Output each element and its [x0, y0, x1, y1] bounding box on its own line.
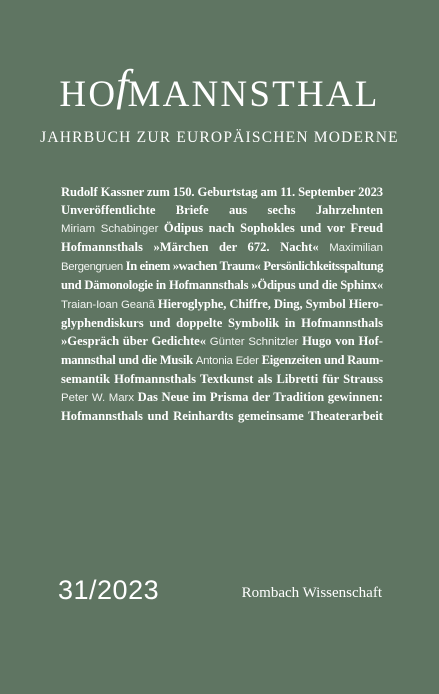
- contributor-name: Günter Schnitzler: [209, 335, 303, 348]
- article-title: und Dämonologie in Hofmannsthals »Ödipus und die Sphinx«: [61, 278, 384, 293]
- article-title: Hofmannsthals und Reinhardts gemeinsame Theaterarbeit: [61, 409, 383, 424]
- journal-title: [0, 61, 439, 117]
- contents-line: [61, 370, 383, 388]
- contents-line: [61, 332, 383, 351]
- article-title: mannsthal und die Musik: [61, 352, 196, 367]
- contents-line: [61, 407, 383, 425]
- contributor-name: Antonia Eder: [195, 354, 262, 367]
- article-title: Ödipus nach Sophokles und vor Freud: [163, 221, 383, 236]
- contributor-name: Traian-Ioan Geană: [61, 298, 158, 311]
- contents-line: [61, 201, 383, 219]
- contents-line: [61, 276, 383, 294]
- article-title: »Gespräch über Gedichte«: [61, 333, 210, 348]
- contents-line: [61, 183, 383, 201]
- journal-title-suffix: MANNSTHAL: [127, 74, 380, 115]
- contents-line: [61, 388, 383, 407]
- article-title: Das Neue im Prisma der Tradition gewinnen:: [137, 390, 383, 405]
- journal-subtitle: JAHRBUCH ZUR EUROPÄISCHEN MODERNE: [40, 129, 399, 146]
- table-of-contents: [61, 183, 383, 425]
- contents-line: [61, 257, 383, 276]
- article-title: Hieroglyphe, Chiffre, Ding, Symbol Hiero-: [157, 296, 384, 311]
- contents-line: [61, 238, 383, 257]
- article-title: Hugo von Hof-: [302, 333, 383, 348]
- contributor-name: Bergengruen: [61, 261, 126, 274]
- article-title: Hofmannsthals »Märchen der 672. Nacht«: [61, 240, 330, 255]
- publisher-name: Rombach Wissenschaft: [241, 585, 382, 601]
- contents-line: [61, 295, 383, 314]
- article-title: semantik Hofmannsthals Textkunst als Libretti für Strauss: [61, 371, 383, 386]
- contributor-name: Miriam Schabinger: [61, 223, 164, 236]
- issue-number: 31/2023: [58, 575, 160, 605]
- article-title: Rudolf Kassner zum 150. Geburtstag am 11. September 2023: [61, 185, 383, 199]
- article-title: glyphendiskurs und doppelte Symbolik in Hofmannsthals: [61, 315, 383, 330]
- contents-line: [61, 314, 383, 332]
- journal-title-monogram: f: [116, 61, 129, 110]
- contents-line: [61, 351, 383, 370]
- article-title: Unveröffentlichte Briefe aus sechs Jahrzehnten: [61, 203, 383, 218]
- contributor-name: Peter W. Marx: [61, 392, 138, 405]
- contributor-name: Maximilian: [329, 242, 383, 255]
- contents-line: [61, 219, 383, 238]
- journal-title-prefix: HO: [59, 74, 118, 115]
- article-title: Eigenzeiten und Raum-: [261, 352, 384, 367]
- article-title: In einem »wachen Traum« Persönlichkeitsspaltung: [125, 259, 383, 274]
